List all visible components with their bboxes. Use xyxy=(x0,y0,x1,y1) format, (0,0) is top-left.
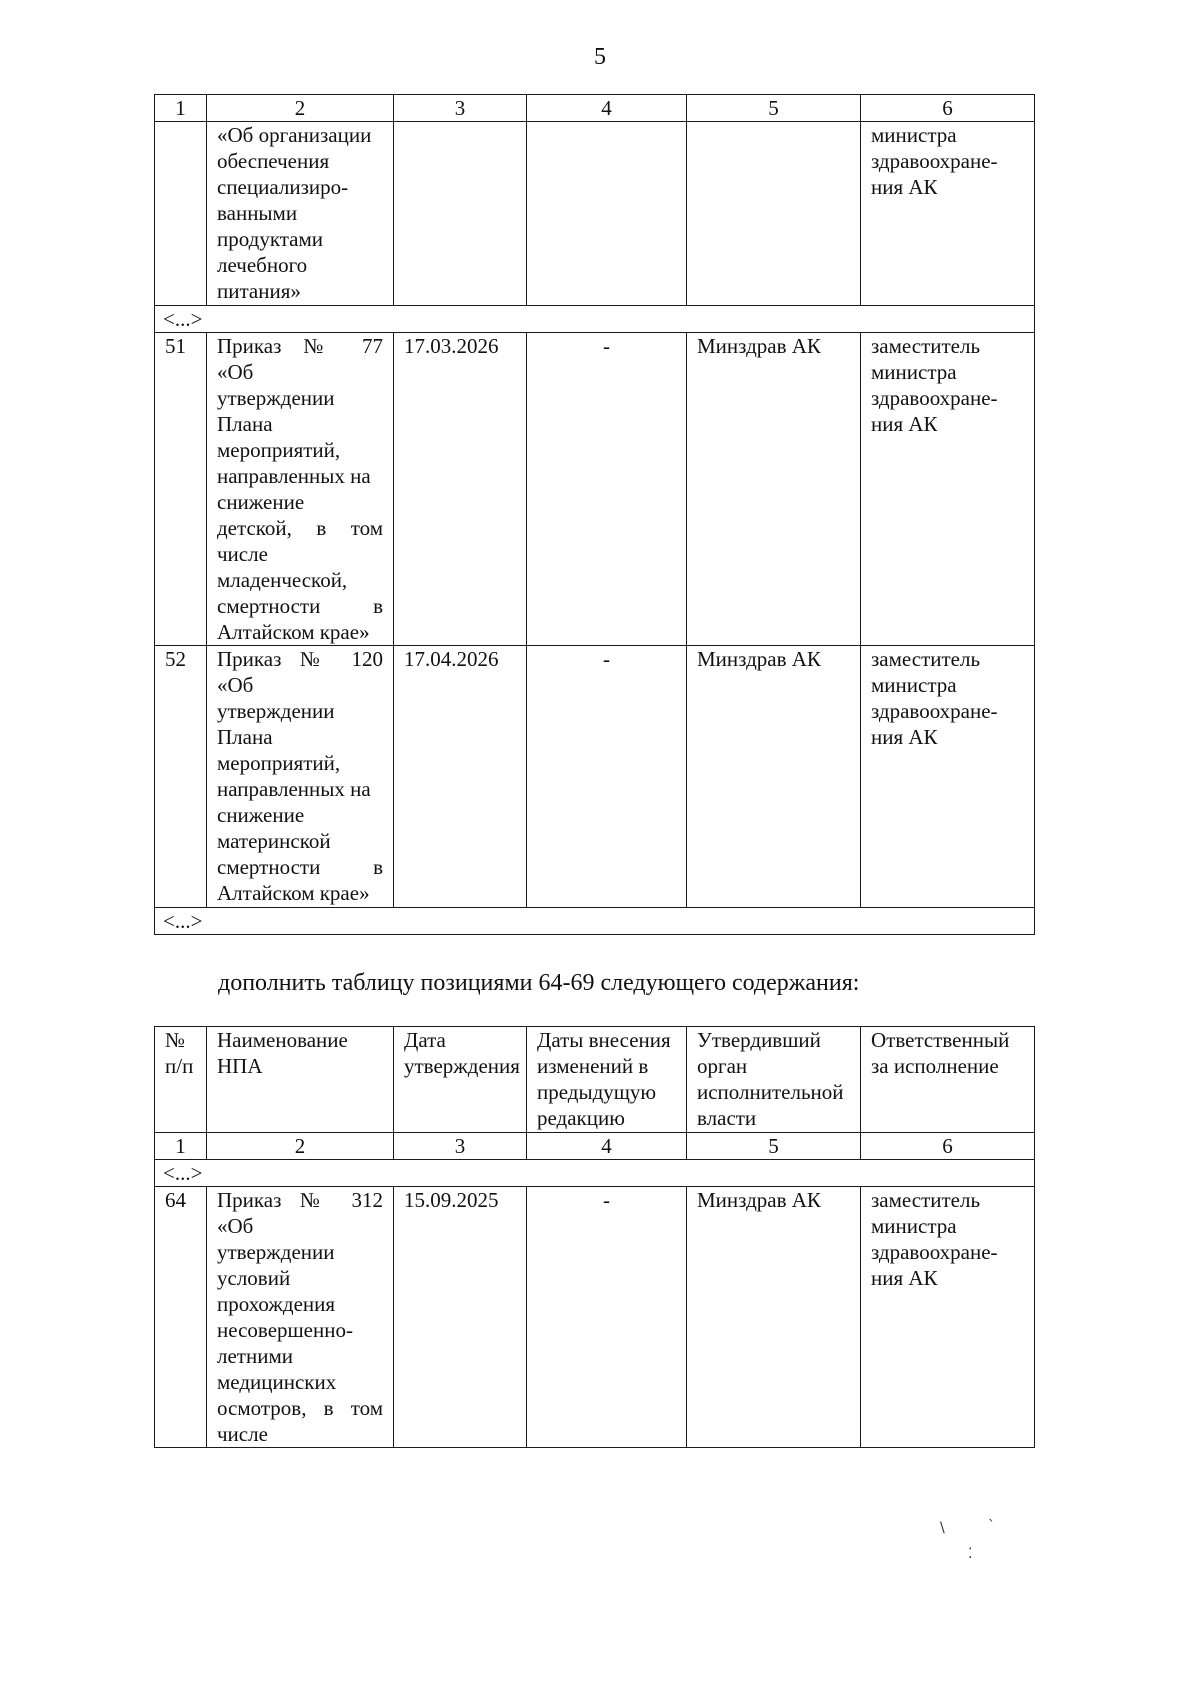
cell-line: мероприятий, xyxy=(217,438,341,462)
cell-line: питания» xyxy=(217,279,301,303)
omission-row xyxy=(155,1160,1035,1187)
cell-line: ванными xyxy=(217,201,298,225)
cell-line: министра xyxy=(871,1214,957,1238)
omission-row xyxy=(155,306,1035,333)
scan-artifact: ˎ xyxy=(988,1506,995,1522)
cell-line: смертности в xyxy=(217,855,383,879)
cell-line: направленных на xyxy=(217,777,371,801)
column-number-1: 1 xyxy=(155,1133,207,1160)
responsible-person xyxy=(861,1187,1035,1448)
cell-line: специализиро- xyxy=(217,175,349,199)
cell-line: несовершенно- xyxy=(217,1318,353,1342)
cell-line: заместитель xyxy=(871,334,981,358)
approval-date: 17.04.2026 xyxy=(394,646,527,908)
cell-line: ния АК xyxy=(871,1266,938,1290)
cell-line: Плана xyxy=(217,412,273,436)
cell-line: утверждении xyxy=(217,699,335,723)
column-number-2: 2 xyxy=(207,95,394,122)
cell-line: исполнительной xyxy=(697,1080,844,1104)
cell-line: осмотров, в том xyxy=(217,1396,383,1420)
column-number-3: 3 xyxy=(394,1133,527,1160)
omission-marker: <...> xyxy=(155,908,1035,935)
cell-line: прохождения xyxy=(217,1292,336,1316)
cell-line: продуктами xyxy=(217,227,324,251)
cell-line: направленных на xyxy=(217,464,371,488)
cell-line: материнской xyxy=(217,829,331,853)
approval-date xyxy=(394,122,527,306)
cell-line: орган xyxy=(697,1054,748,1078)
omission-marker: <...> xyxy=(155,306,1035,333)
row-number: 52 xyxy=(155,646,207,908)
cell-line: снижение xyxy=(217,803,305,827)
cell-line: Наименование xyxy=(217,1028,348,1052)
document-name xyxy=(207,646,394,908)
omission-marker: <...> xyxy=(155,1160,1035,1187)
column-header-3 xyxy=(394,1027,527,1133)
cell-line: Утвердивший xyxy=(697,1028,821,1052)
cell-line: заместитель xyxy=(871,1188,981,1212)
column-number-4: 4 xyxy=(527,95,687,122)
approval-date: 17.03.2026 xyxy=(394,333,527,646)
table-row xyxy=(155,646,1035,908)
cell-line: мероприятий, xyxy=(217,751,341,775)
cell-line: младенческой, xyxy=(217,568,348,592)
column-number-5: 5 xyxy=(687,1133,861,1160)
cell-line: за исполнение xyxy=(871,1054,999,1078)
approving-authority xyxy=(687,122,861,306)
cell-line: «Об xyxy=(217,673,254,697)
responsible-person xyxy=(861,333,1035,646)
cell-line: № xyxy=(165,1028,186,1052)
column-number-5: 5 xyxy=(687,95,861,122)
approving-authority: Минздрав АК xyxy=(687,646,861,908)
cell-line: ния АК xyxy=(871,725,938,749)
cell-line: утверждении xyxy=(217,1240,335,1264)
column-number-row xyxy=(155,95,1035,122)
header-row xyxy=(155,1027,1035,1133)
cell-line: здравоохране- xyxy=(871,149,998,173)
cell-line: «Об xyxy=(217,1214,254,1238)
column-header-5 xyxy=(687,1027,861,1133)
cell-line: Дата xyxy=(404,1028,446,1052)
column-number-2: 2 xyxy=(207,1133,394,1160)
cell-line: утверждения xyxy=(404,1054,520,1078)
cell-line: обеспечения xyxy=(217,149,330,173)
cell-line: п/п xyxy=(165,1054,194,1078)
column-number-4: 4 xyxy=(527,1133,687,1160)
cell-line: «Об xyxy=(217,360,254,384)
cell-line: здравоохране- xyxy=(871,699,998,723)
amendment-paragraph: дополнить таблицу позициями 64-69 следующего содержания: xyxy=(218,970,860,996)
cell-line: Алтайском крае» xyxy=(217,881,370,905)
omission-row xyxy=(155,908,1035,935)
column-header-6 xyxy=(861,1027,1035,1133)
cell-line: летними xyxy=(217,1344,293,1368)
cell-line: здравоохране- xyxy=(871,386,998,410)
cell-line: предыдущую xyxy=(537,1080,657,1104)
page-number: 5 xyxy=(594,44,606,70)
cell-line: министра xyxy=(871,123,957,147)
cell-line: Ответственный xyxy=(871,1028,1010,1052)
cell-line: Даты внесения xyxy=(537,1028,671,1052)
cell-line: «Об организации xyxy=(217,123,372,147)
cell-line: детской, в том xyxy=(217,516,383,540)
column-number-row xyxy=(155,1133,1035,1160)
cell-line: ния АК xyxy=(871,175,938,199)
amendment-dates xyxy=(527,122,687,306)
document-name xyxy=(207,1187,394,1448)
scan-artifact: \ xyxy=(940,1520,945,1536)
cell-line: Приказ № 77 xyxy=(217,334,383,358)
row-number xyxy=(155,122,207,306)
cell-line: смертности в xyxy=(217,594,383,618)
cell-line: редакцию xyxy=(537,1106,625,1130)
cell-line: числе xyxy=(217,1422,268,1446)
scan-artifact: ⁚ xyxy=(968,1546,973,1562)
column-number-1: 1 xyxy=(155,95,207,122)
cell-line: власти xyxy=(697,1106,757,1130)
table-row xyxy=(155,1187,1035,1448)
cell-line: НПА xyxy=(217,1054,263,1078)
responsible-person xyxy=(861,646,1035,908)
amendment-dates: - xyxy=(527,646,687,908)
approving-authority: Минздрав АК xyxy=(687,1187,861,1448)
cell-line: ния АК xyxy=(871,412,938,436)
cell-line: Приказ № 312 xyxy=(217,1188,383,1212)
cell-line: условий xyxy=(217,1266,291,1290)
cell-line: лечебного xyxy=(217,253,308,277)
cell-line: министра xyxy=(871,673,957,697)
npa-table-additions xyxy=(154,1026,1035,1448)
row-number: 51 xyxy=(155,333,207,646)
responsible-person xyxy=(861,122,1035,306)
npa-table-continuation xyxy=(154,94,1035,935)
cell-line: Приказ № 120 xyxy=(217,647,383,671)
cell-line: министра xyxy=(871,360,957,384)
cell-line: медицинских xyxy=(217,1370,337,1394)
cell-line: утверждении xyxy=(217,386,335,410)
document-name xyxy=(207,122,394,306)
cell-line: изменений в xyxy=(537,1054,649,1078)
amendment-dates: - xyxy=(527,333,687,646)
cell-line: здравоохране- xyxy=(871,1240,998,1264)
row-number: 64 xyxy=(155,1187,207,1448)
cell-line: Плана xyxy=(217,725,273,749)
column-header-4 xyxy=(527,1027,687,1133)
cell-line: числе xyxy=(217,542,268,566)
approval-date: 15.09.2025 xyxy=(394,1187,527,1448)
cell-line: Алтайском крае» xyxy=(217,620,370,644)
column-number-6: 6 xyxy=(861,1133,1035,1160)
table-row xyxy=(155,333,1035,646)
amendment-dates: - xyxy=(527,1187,687,1448)
cell-line: заместитель xyxy=(871,647,981,671)
document-name xyxy=(207,333,394,646)
column-header-1 xyxy=(155,1027,207,1133)
column-header-2 xyxy=(207,1027,394,1133)
column-number-3: 3 xyxy=(394,95,527,122)
approving-authority: Минздрав АК xyxy=(687,333,861,646)
cell-line: снижение xyxy=(217,490,305,514)
table-row xyxy=(155,122,1035,306)
column-number-6: 6 xyxy=(861,95,1035,122)
